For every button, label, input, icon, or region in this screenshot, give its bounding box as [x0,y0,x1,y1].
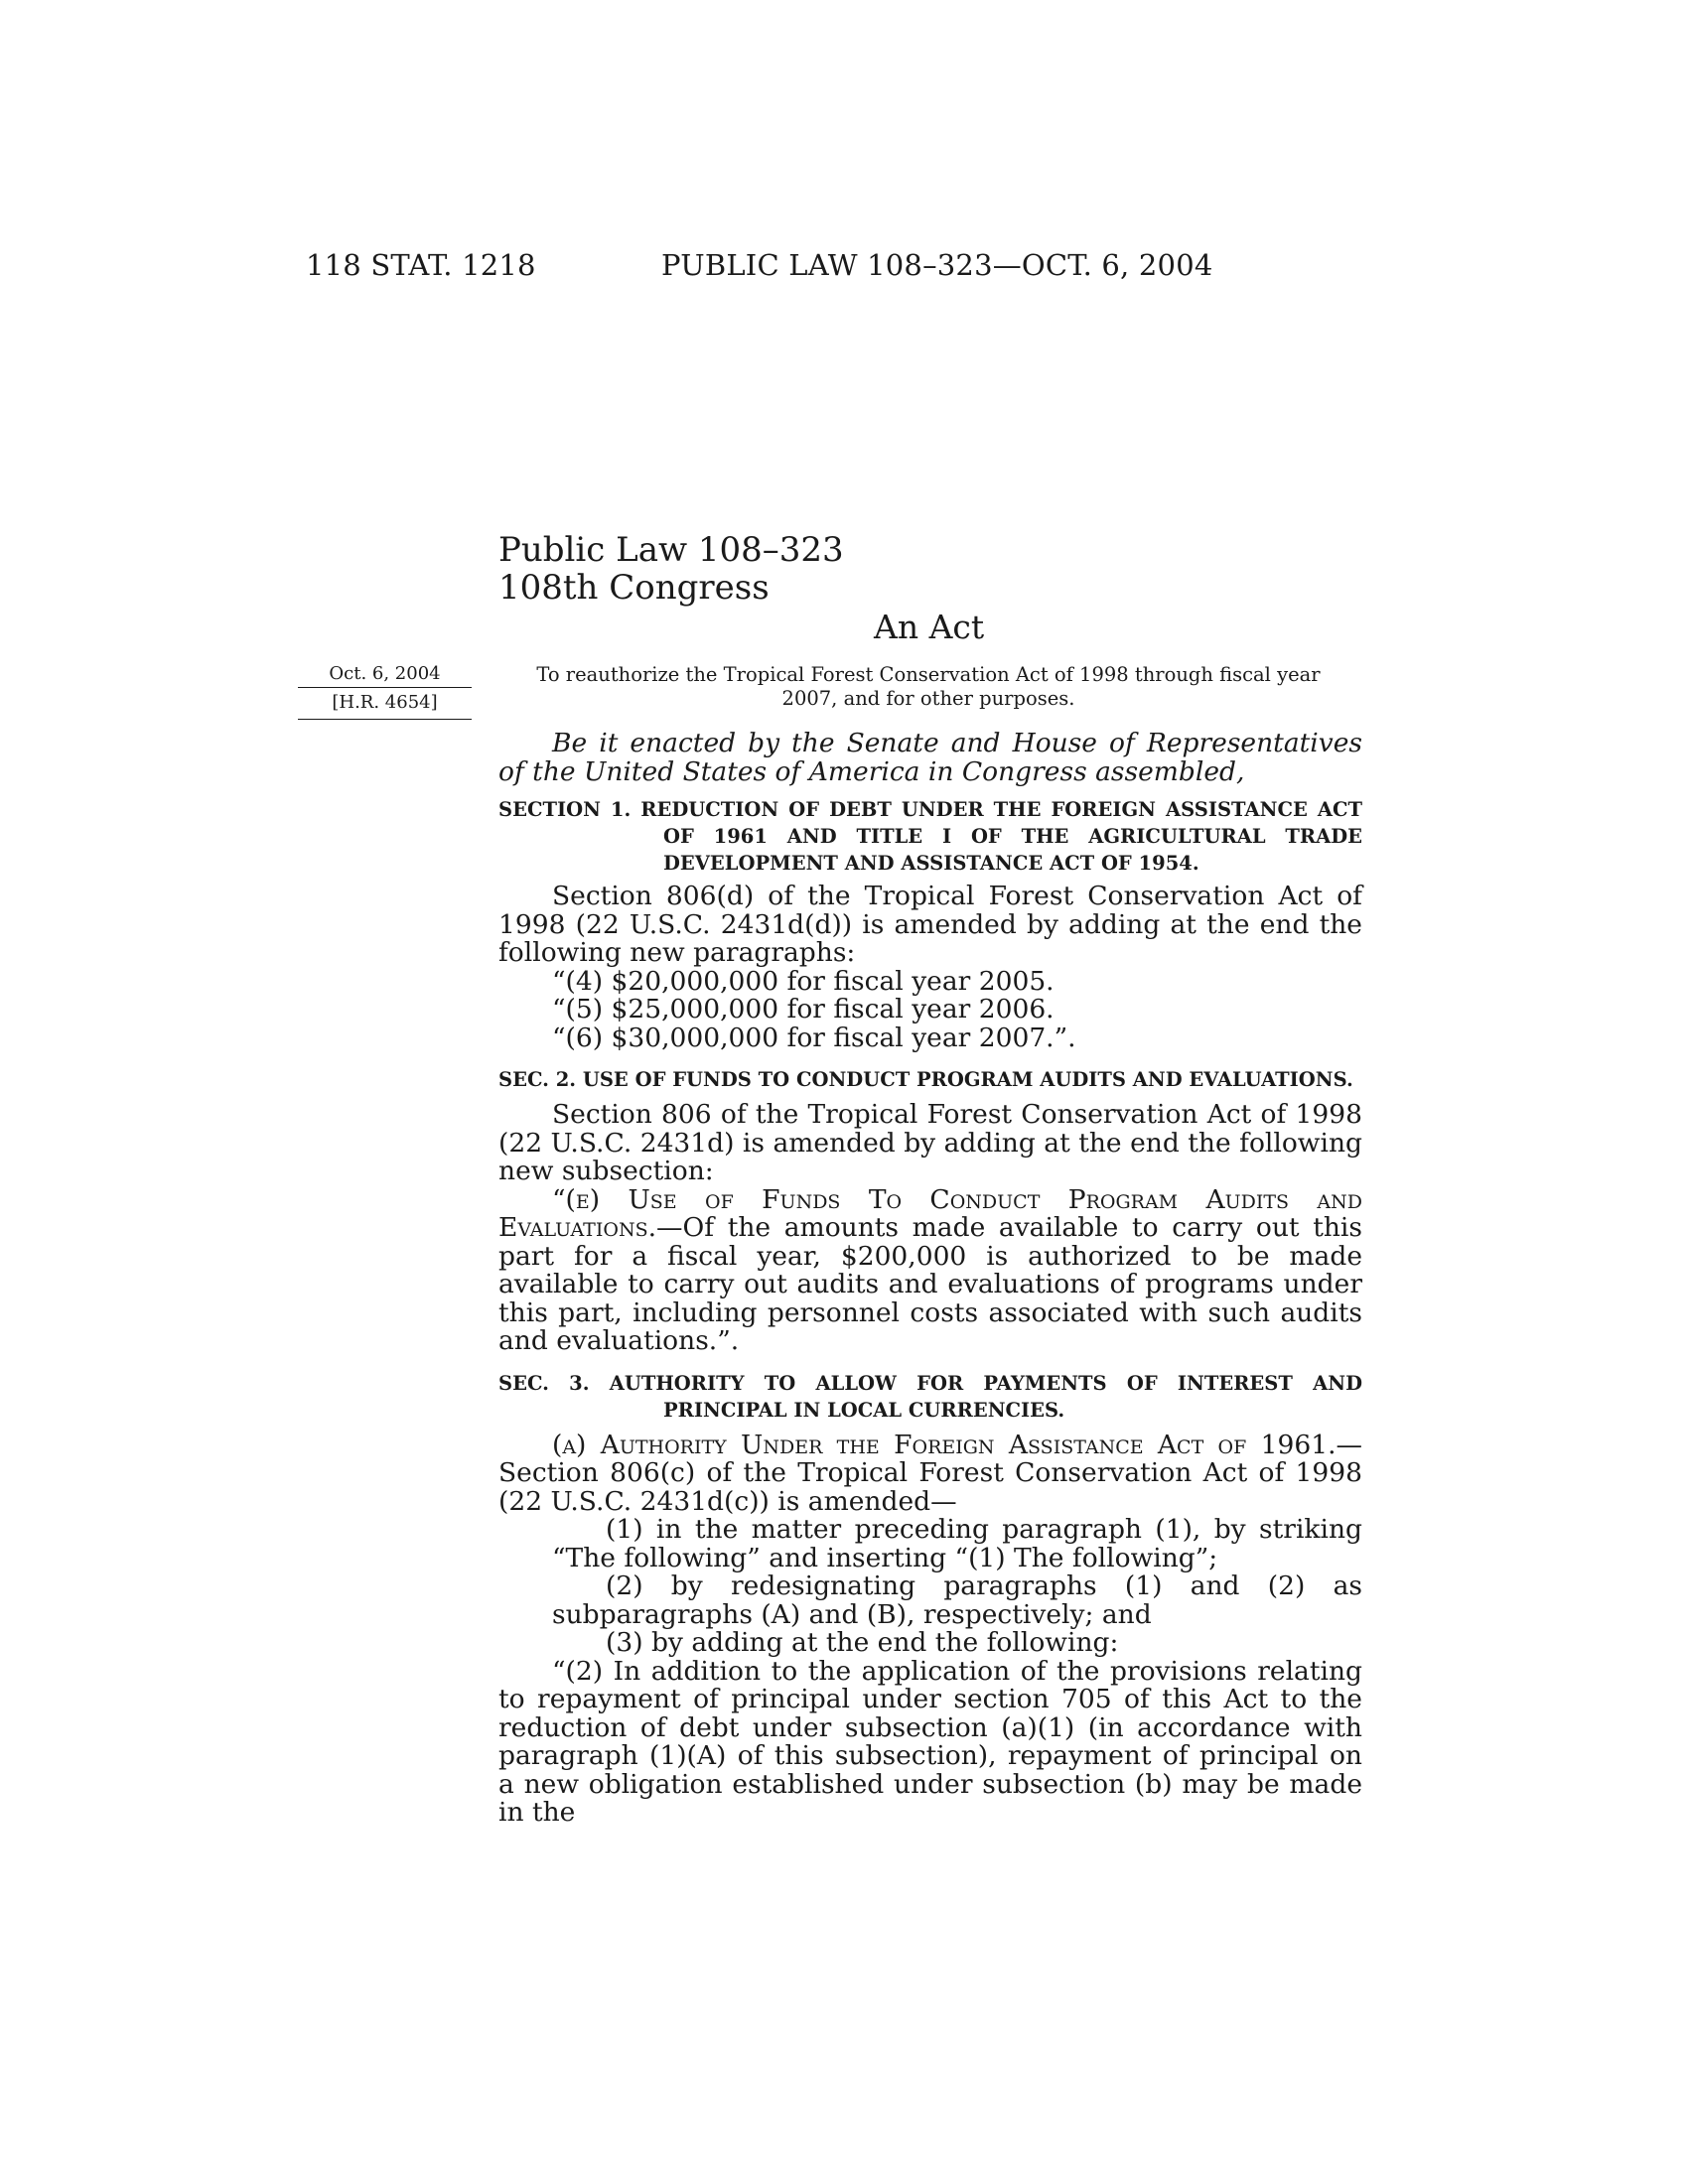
subsection-a-text: — Section 806(c) of the Tropical Forest Conservation Act of 1998 (22 U.S.C. 2431d(c)) is amended— [498,1429,1362,1517]
stat-page-number: 118 STAT. 1218 [306,248,536,282]
margin-note [298,663,472,720]
running-header: PUBLIC LAW 108–323—OCT. 6, 2004 [661,248,1213,282]
section-1-item: “(4) $20,000,000 for fiscal year 2005. [552,965,1055,997]
margin-bill-number: [H.R. 4654] [298,688,472,720]
section-1-heading: SECTION 1. REDUCTION OF DEBT UNDER THE FOREIGN ASSISTANCE ACT OF 1961 AND TITLE I OF THE AGRICULTURAL TRADE DEVELOPMENT AND ASSISTANCE ACT OF 1954. [498,798,1362,875]
subsection-e-text: —Of the amounts made available to carry out this part for a fiscal year, $200,000 is authorized to be made available to carry out audits and evaluations of programs under this part, including personnel costs associated with such audits and evaluations.”. [498,1212,1362,1356]
subsection-e-caption: “(e) Use of Funds To Conduct Program Audits and Evaluations. [498,1183,1362,1243]
section-3-item-text: (3) by adding at the end the following: [606,1627,1119,1658]
section-3-item-text: (2) by redesignating paragraphs (1) and (2) as subparagraphs (A) and (B), respectively; and [552,1570,1362,1630]
public-law-number: Public Law 108–323 [498,530,844,570]
margin-date: Oct. 6, 2004 [298,663,472,688]
section-3-subsection-a [498,1429,1362,1517]
purpose-statement: To reauthorize the Tropical Forest Conservation Act of 1998 through fiscal year 2007, and for other purposes. [536,663,1321,710]
section-3-item [498,1572,1362,1629]
law-title-block [498,531,844,607]
section-3-item [498,1629,1362,1658]
section-3-item [498,1516,1362,1572]
section-2-subsection-e [498,1183,1362,1356]
subsection-a-caption: (a) Authority Under the Foreign Assistance Act of 1961. [552,1429,1336,1460]
section-3-quoted-paragraph: “(2) In addition to the application of the provisions relating to repayment of principal under section 705 of this Act to the reduction of debt under subsection (a)(1) (in accordance with paragraph (1)(A) of this subsection), repayment of principal on a new obligation established under subsection (b) may be made in the [498,1655,1362,1828]
section-3-item-text: (1) in the matter preceding paragraph (1), by striking “The following” and inserting “(1) The following”; [552,1514,1362,1573]
section-1-item: “(6) $30,000,000 for fiscal year 2007.”. [552,1022,1076,1053]
section-2-heading: SEC. 2. USE OF FUNDS TO CONDUCT PROGRAM AUDITS AND EVALUATIONS. [498,1068,1353,1091]
act-heading: An Act [874,608,985,646]
enacting-clause: Be it enacted by the Senate and House of Representatives of the United States of America in Congress assembled, [498,728,1362,787]
section-2-text: Section 806 of the Tropical Forest Conservation Act of 1998 (22 U.S.C. 2431d) is amended by adding at the end the following new subsection: [498,1099,1362,1186]
document-body [498,730,1362,1828]
section-1-text: Section 806(d) of the Tropical Forest Conservation Act of 1998 (22 U.S.C. 2431d(d)) is amended by adding at the end the following new paragraphs: [498,881,1362,968]
section-3-heading: SEC. 3. AUTHORITY TO ALLOW FOR PAYMENTS OF INTEREST AND PRINCIPAL IN LOCAL CURRENCIES. [498,1371,1362,1422]
congress-number: 108th Congress [498,568,770,608]
section-1-item: “(5) $25,000,000 for fiscal year 2006. [552,994,1055,1024]
